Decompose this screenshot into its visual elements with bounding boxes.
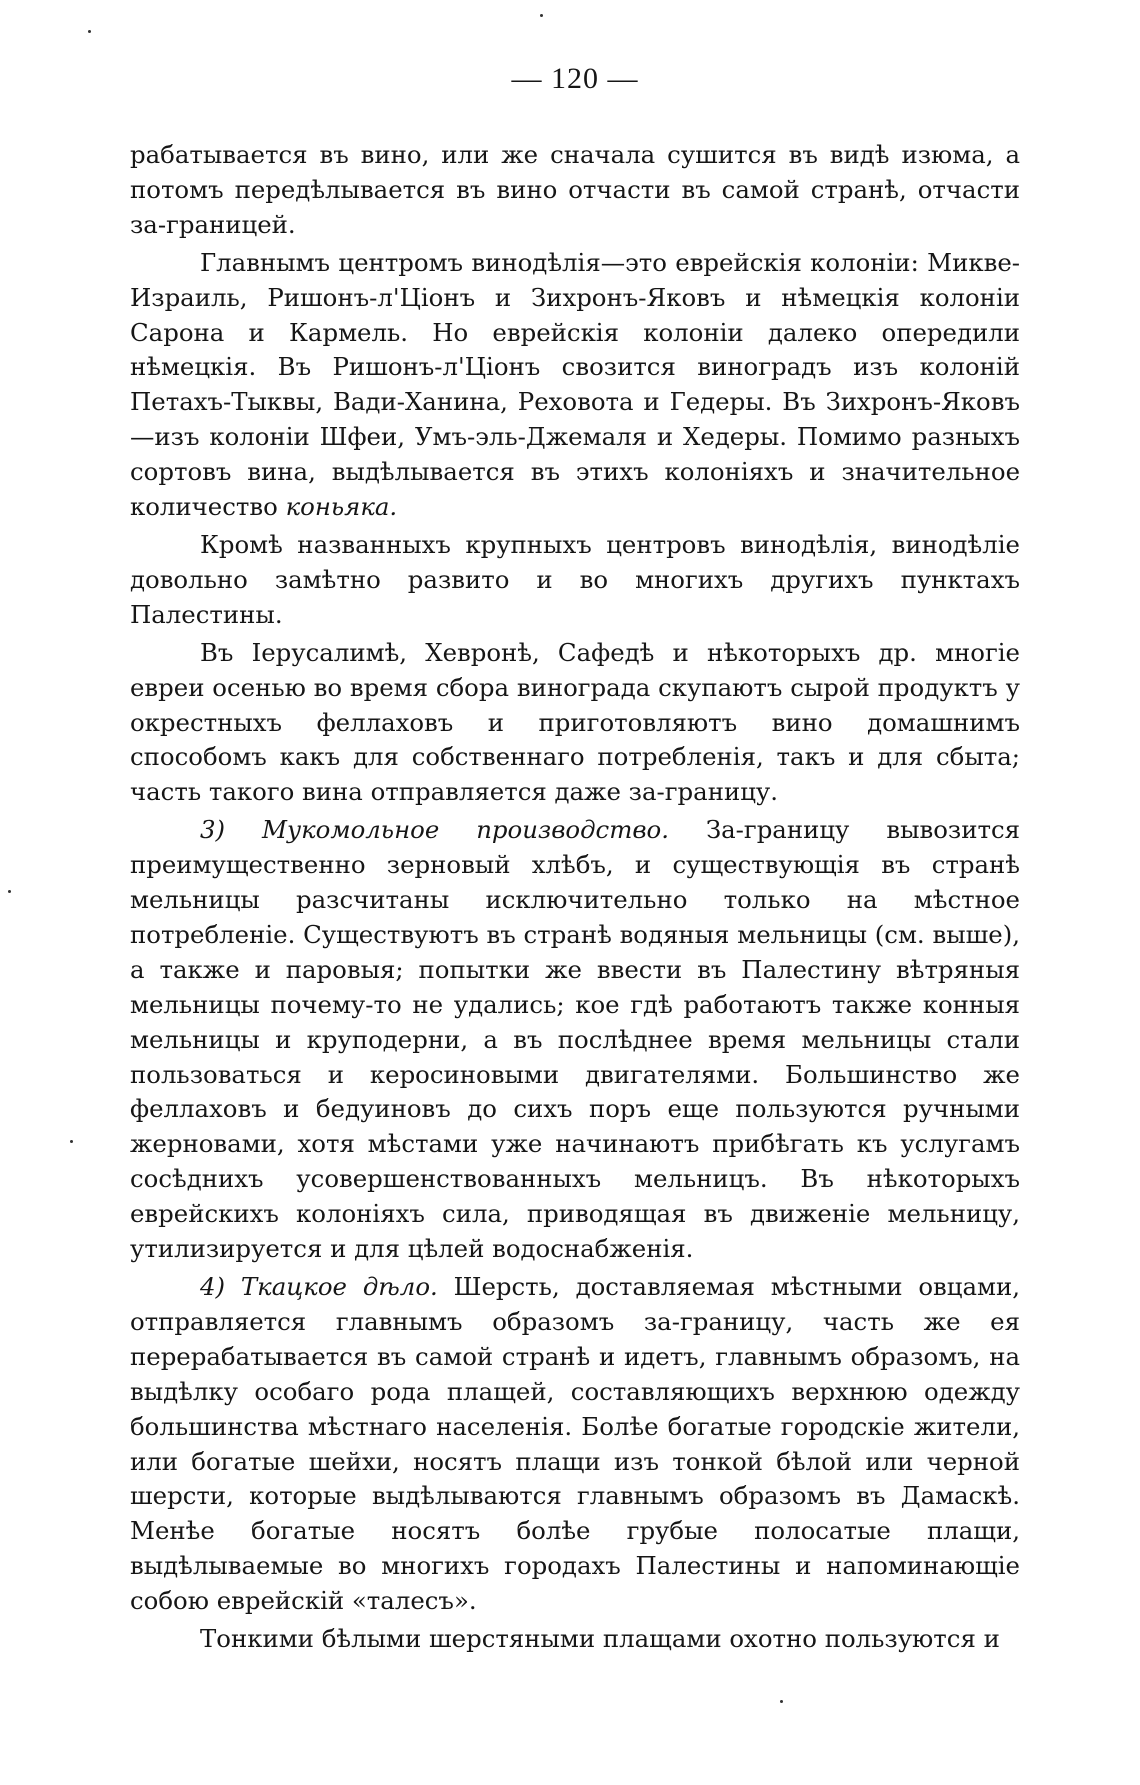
scan-speck (70, 1140, 73, 1143)
paragraph-text: Кромѣ названныхъ крупныхъ центровъ винодѣлія, винодѣліе довольно замѣтно развито и во многихъ другихъ пунктахъ Палестины. (130, 529, 1020, 629)
paragraph-white-cloaks (130, 1622, 1020, 1657)
scan-speck (780, 1700, 783, 1703)
paragraph-milling (130, 813, 1020, 1267)
paragraph-text: Тонкими бѣлыми шерстяными плащами охотно пользуются и (200, 1624, 1000, 1654)
scan-speck (540, 14, 543, 17)
paragraph-home-wine (130, 636, 1020, 811)
scan-speck (8, 890, 11, 893)
emphasis-cognac: коньяка. (285, 492, 398, 522)
paragraph-text: Въ Іерусалимѣ, Хевронѣ, Сафедѣ и нѣкоторыхъ др. многіе евреи осенью во время сбора винограда скупаютъ сырой продуктъ у окрестныхъ феллаховъ и приготовляютъ вино домашнимъ способомъ какъ для собственнаго потребленія, такъ и для сбыта; часть такого вина отправляется даже за-границу. (130, 637, 1020, 807)
paragraph-text: Шерсть, доставляемая мѣстными овцами, отправляется главнымъ образомъ за-границу, часть же ея перерабатывается въ самой странѣ и идетъ, главнымъ образомъ, на выдѣлку особаго рода плащей, составляющихъ верхнюю одежду большинства мѣстнаго населенія. Болѣе богатые городскіе жители, или богатые шейхи, носятъ плащи изъ тонкой бѣлой или черной шерсти, которые выдѣлываются главнымъ образомъ въ Дамаскѣ. Менѣе богатые носятъ болѣе грубые полосатые плащи, выдѣлываемые во многихъ городахъ Палестины и напоминающіе собою еврейскій «талесъ». (130, 1272, 1020, 1616)
paragraph-continuation (130, 138, 1020, 243)
paragraph-text: рабатывается въ вино, или же сначала сушится въ видѣ изюма, а потомъ передѣлывается въ вино отчасти въ самой странѣ, отчасти за-границей. (130, 140, 1020, 239)
section-heading-weaving: 4) Ткацкое дѣло. (200, 1272, 438, 1301)
paragraph-other-wine-points (130, 528, 1020, 633)
scan-speck (88, 30, 91, 33)
page-body (130, 62, 1020, 1660)
paragraph-wine-centers (130, 246, 1020, 525)
page-number: — 120 — (511, 62, 639, 95)
section-heading-milling: 3) Мукомольное производство. (200, 815, 669, 845)
paragraph-text: Главнымъ центромъ винодѣлія—это еврейскія колоніи: Микве-Израиль, Ришонъ-л'Ціонъ и Зихронъ-Яковъ и нѣмецкія колоніи Сарона и Кармель. Но еврейскія колоніи далеко опередили нѣмецкія. Въ Ришонъ-л'Ціонъ свозится виноградъ изъ колоній Петахъ-Тыквы, Вади-Ханина, Реховота и Гедеры. Въ Зихронъ-Яковъ —изъ колоніи Шфеи, Умъ-эль-Джемаля и Хедеры. Помимо разныхъ сортовъ вина, выдѣлывается въ этихъ колоніяхъ и значительное количество (130, 247, 1020, 522)
paragraph-weaving (130, 1270, 1020, 1619)
paragraph-text: За-границу вывозится преимущественно зерновый хлѣбъ, и существующія въ странѣ мельницы разсчитаны исключительно только на мѣстное потребленіе. Существуютъ въ странѣ водяныя мельницы (см. выше), а также и паровыя; попытки же ввести въ Палестину вѣтряныя мельницы почему-то не удались; кое гдѣ работаютъ также конныя мельницы и круподерни, а въ послѣднее время мельницы стали пользоваться и керосиновыми двигателями. Большинство же феллаховъ и бедуиновъ до сихъ поръ еще пользуются ручными жерновами, хотя мѣстами уже начинаютъ прибѣгать къ услугамъ сосѣднихъ усовершенствованныхъ мельницъ. Въ нѣкоторыхъ еврейскихъ колоніяхъ сила, приводящая въ движеніе мельницу, утилизируется и для цѣлей водоснабженія. (130, 815, 1021, 1264)
